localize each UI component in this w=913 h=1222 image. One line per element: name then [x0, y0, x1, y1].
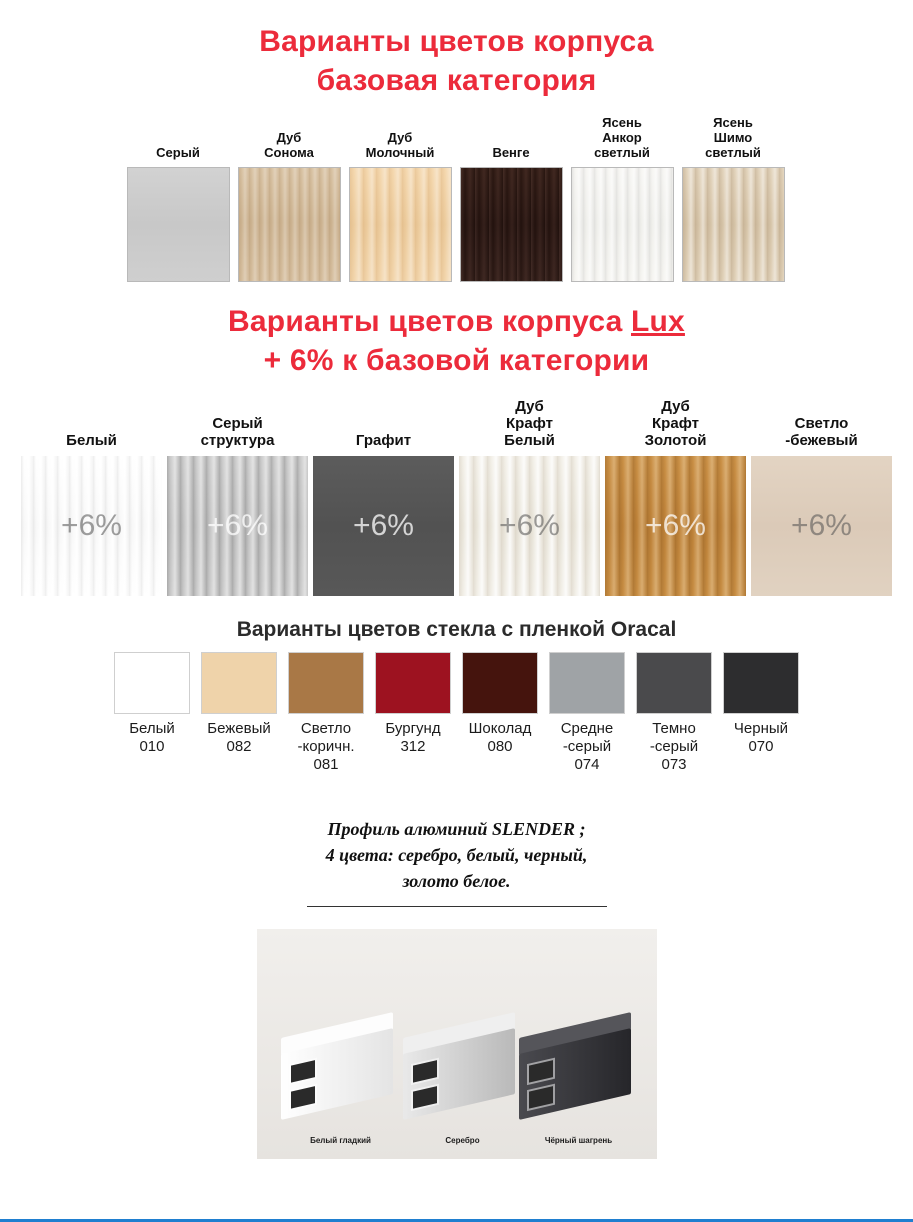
lux-heading-line2: + 6% к базовой категории: [263, 343, 650, 377]
base-heading-line1: Варианты цветов корпуса: [259, 25, 654, 58]
lux-price-badge: +6%: [207, 508, 268, 542]
oracal-swatch-medium-gray[interactable]: [549, 652, 625, 714]
oracal-label-black: [734, 720, 788, 756]
lux-color-label: Дуб Крафт Золотой: [644, 397, 707, 450]
oracal-color-code: 312: [400, 737, 426, 755]
oracal-color-name: Бургунд: [385, 719, 441, 737]
base-color-label: Ясень Шимо светлый: [705, 115, 761, 160]
base-color-label: Серый: [156, 144, 200, 160]
profile-slot-icon: [529, 1060, 553, 1083]
profile-divider: [307, 906, 607, 907]
lux-color-swatch-oak-kraft-gold[interactable]: [605, 456, 746, 596]
oracal-color-name: Бежевый: [207, 719, 271, 737]
base-color-item-gray[interactable]: [123, 131, 234, 282]
profile-note-line2: 4 цвета: серебро, белый, черный,: [325, 844, 588, 865]
base-color-swatch-gray[interactable]: [127, 167, 230, 282]
profile-sample-silver: [403, 1041, 515, 1107]
oracal-label-chocolate: [469, 720, 532, 756]
oracal-color-code: 081: [313, 755, 339, 773]
oracal-color-item-beige[interactable]: [196, 652, 283, 756]
oracal-color-item-medium-gray[interactable]: [544, 652, 631, 774]
base-color-item-oak-sonoma[interactable]: [234, 131, 345, 282]
oracal-label-beige: [207, 720, 271, 756]
lux-color-label: Светло -бежевый: [785, 415, 858, 450]
lux-price-badge: +6%: [353, 508, 414, 542]
base-color-row: [123, 116, 791, 282]
lux-color-swatch-white[interactable]: [21, 456, 162, 596]
base-color-grid: [123, 116, 791, 282]
lux-color-swatch-gray-structure[interactable]: [167, 456, 308, 596]
lux-color-swatch-light-beige[interactable]: [751, 456, 892, 596]
oracal-color-item-black[interactable]: [718, 652, 805, 756]
lux-color-swatch-oak-kraft-white[interactable]: [459, 456, 600, 596]
base-color-label: Дуб Молочный: [365, 129, 435, 160]
oracal-label-medium-gray: [561, 720, 614, 774]
lux-color-item-white[interactable]: [19, 412, 165, 596]
profile-slot-icon: [529, 1086, 553, 1109]
oracal-swatch-burgundy[interactable]: [375, 652, 451, 714]
lux-color-label: Дуб Крафт Белый: [504, 397, 555, 450]
lux-price-badge: +6%: [645, 508, 706, 542]
oracal-color-name: Темно -серый: [649, 719, 699, 755]
oracal-color-code: 080: [487, 737, 513, 755]
base-color-item-wenge[interactable]: [456, 131, 567, 282]
base-color-swatch-wenge[interactable]: [460, 167, 563, 282]
lux-color-grid: [17, 398, 897, 596]
oracal-label-dark-gray: [650, 720, 698, 774]
base-color-item-ash-shimo[interactable]: [678, 116, 789, 282]
profile-sample-caption: Чёрный шагрень: [544, 1135, 613, 1145]
oracal-color-row: [107, 652, 807, 774]
base-heading-line2: базовая категория: [316, 64, 597, 97]
oracal-color-item-white[interactable]: [109, 652, 196, 756]
lux-color-item-oak-kraft-white[interactable]: [457, 398, 603, 596]
profile-sample-caption: Белый гладкий: [310, 1135, 371, 1145]
oracal-color-item-light-brown[interactable]: [283, 652, 370, 774]
lux-heading-underlined: Lux: [631, 304, 685, 338]
base-category-heading: [0, 22, 913, 100]
oracal-label-light-brown: [297, 720, 354, 774]
oracal-color-code: 082: [226, 737, 252, 755]
oracal-color-name: Шоколад: [468, 719, 532, 737]
oracal-color-code: 070: [748, 737, 774, 755]
base-color-item-oak-milk[interactable]: [345, 131, 456, 282]
lux-heading-text: Варианты цветов корпуса: [228, 304, 631, 338]
oracal-swatch-light-brown[interactable]: [288, 652, 364, 714]
oracal-color-item-dark-gray[interactable]: [631, 652, 718, 774]
base-color-label: Дуб Сонома: [264, 129, 314, 160]
footer-accent-line: [0, 1215, 913, 1222]
lux-color-item-oak-kraft-gold[interactable]: [603, 398, 749, 596]
lux-price-badge: +6%: [791, 508, 852, 542]
oracal-color-code: 073: [661, 755, 687, 773]
lux-color-label: Графит: [355, 432, 412, 450]
lux-color-label: Белый: [66, 432, 117, 450]
base-color-label: Венге: [492, 144, 530, 160]
oracal-color-item-chocolate[interactable]: [457, 652, 544, 756]
lux-price-badge: +6%: [499, 508, 560, 542]
oracal-label-white: [129, 720, 175, 756]
base-color-swatch-ash-shimo[interactable]: [682, 167, 785, 282]
oracal-color-code: 074: [574, 755, 600, 773]
profile-sample-black: [519, 1041, 631, 1107]
lux-color-item-graphite[interactable]: [311, 412, 457, 596]
lux-color-item-light-beige[interactable]: [749, 412, 895, 596]
oracal-color-name: Белый: [129, 719, 175, 737]
oracal-swatch-chocolate[interactable]: [462, 652, 538, 714]
profile-sample-caption: Серебро: [445, 1135, 480, 1145]
lux-color-row: [17, 398, 897, 596]
base-color-swatch-oak-sonoma[interactable]: [238, 167, 341, 282]
oracal-color-name: Средне -серый: [560, 719, 614, 755]
lux-color-label: Серый структура: [200, 415, 275, 450]
oracal-label-burgundy: [385, 720, 440, 756]
lux-color-swatch-graphite[interactable]: [313, 456, 454, 596]
base-color-swatch-ash-ankor[interactable]: [571, 167, 674, 282]
oracal-color-item-burgundy[interactable]: [370, 652, 457, 756]
lux-price-badge: +6%: [61, 508, 122, 542]
profile-note-line1: Профиль алюминий SLENDER ;: [327, 818, 586, 839]
oracal-swatch-black[interactable]: [723, 652, 799, 714]
oracal-color-name: Светло -коричн.: [297, 719, 355, 755]
profile-slot-icon: [413, 1086, 437, 1109]
oracal-color-name: Черный: [733, 719, 789, 737]
oracal-swatch-white[interactable]: [114, 652, 190, 714]
profile-slot-icon: [291, 1086, 315, 1109]
profile-note-line3: золото белое.: [402, 870, 511, 891]
oracal-color-code: 010: [139, 737, 165, 755]
base-color-label: Ясень Анкор светлый: [594, 115, 650, 160]
base-color-swatch-oak-milk[interactable]: [349, 167, 452, 282]
lux-category-heading: [0, 302, 913, 380]
profile-sample-white: [281, 1041, 393, 1107]
profile-photo: [257, 929, 657, 1159]
profile-slot-icon: [413, 1060, 437, 1083]
oracal-heading: Варианты цветов стекла с пленкой Oracal: [236, 617, 677, 641]
oracal-section: [107, 618, 807, 774]
oracal-swatch-beige[interactable]: [201, 652, 277, 714]
oracal-swatch-dark-gray[interactable]: [636, 652, 712, 714]
profile-slot-icon: [291, 1060, 315, 1083]
profile-note: [247, 816, 667, 894]
base-color-item-ash-ankor[interactable]: [567, 116, 678, 282]
lux-color-item-gray-structure[interactable]: [165, 412, 311, 596]
lux-heading-line1: [0, 302, 913, 341]
